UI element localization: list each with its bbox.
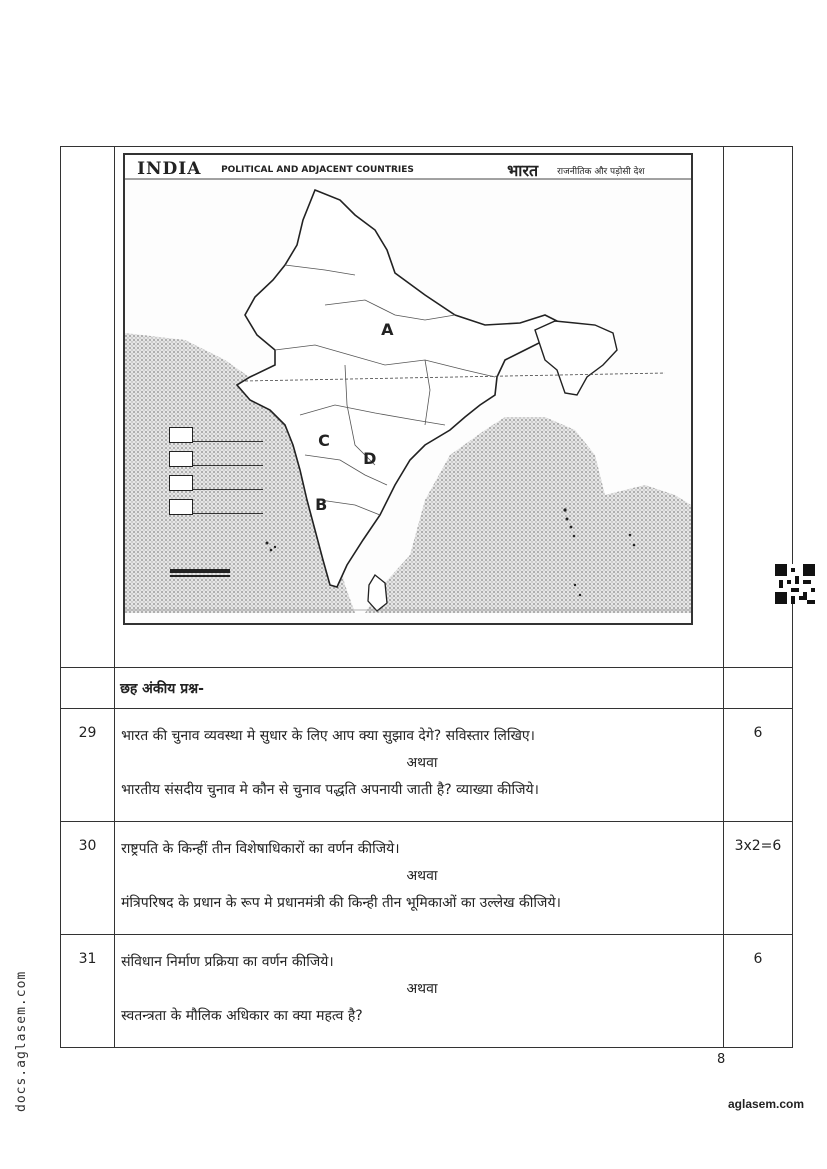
section-header-row xyxy=(61,668,793,709)
qr-code-icon[interactable] xyxy=(775,564,815,604)
answer-line-2 xyxy=(193,465,263,466)
answer-box-1 xyxy=(169,427,193,443)
map-cell xyxy=(115,147,724,668)
section-marks-cell xyxy=(723,668,792,709)
question-alternative: भारतीय संसदीय चुनाव मे कौन से चुनाव पद्धति अपनायी जाती है? व्याख्या कीजिये। xyxy=(121,782,539,798)
map-subtitle-en: POLITICAL AND ADJACENT COUNTRIES xyxy=(221,165,414,175)
exam-table xyxy=(60,146,793,1048)
answer-box-4 xyxy=(169,499,193,515)
india-map xyxy=(123,153,693,625)
question-marks: 6 xyxy=(723,935,792,1048)
question-text-cell xyxy=(115,709,724,822)
section-title-cell xyxy=(115,668,724,709)
map-row xyxy=(61,147,793,668)
answer-line-4 xyxy=(193,513,263,514)
india-map-drawing xyxy=(125,155,691,623)
side-watermark-url: docs.aglasem.com xyxy=(14,970,29,1112)
map-title-en: INDIA xyxy=(137,159,202,179)
map-label-a: A xyxy=(381,320,394,339)
question-text: संविधान निर्माण प्रक्रिया का वर्णन कीजिये। xyxy=(121,954,334,970)
question-number: 30 xyxy=(61,822,115,935)
page-number: 8 xyxy=(717,1052,726,1067)
map-title-hi: भारत xyxy=(507,161,539,180)
map-label-c: C xyxy=(318,431,330,450)
question-text: भारत की चुनाव व्यवस्था मे सुधार के लिए आप क्या सुझाव देगे? सविस्तार लिखिए। xyxy=(121,728,535,744)
section-title: छह अंकीय प्रश्न- xyxy=(120,681,204,697)
question-text-cell xyxy=(115,822,724,935)
map-subtitle-hi: राजनीतिक और पड़ोसी देश xyxy=(557,167,645,177)
map-num-cell xyxy=(61,147,115,668)
question-marks: 3x2=6 xyxy=(723,822,792,935)
question-marks: 6 xyxy=(723,709,792,822)
question-number: 29 xyxy=(61,709,115,822)
question-row xyxy=(61,935,793,1048)
answer-box-2 xyxy=(169,451,193,467)
question-row xyxy=(61,709,793,822)
answer-box-3 xyxy=(169,475,193,491)
answer-line-3 xyxy=(193,489,263,490)
question-alternative: मंत्रिपरिषद के प्रधान के रूप मे प्रधानमंत्री की किन्ही तीन भूमिकाओं का उल्लेख कीजिये। xyxy=(121,895,561,911)
question-number: 31 xyxy=(61,935,115,1048)
question-or: अथवा xyxy=(406,981,438,997)
question-text-cell xyxy=(115,935,724,1048)
brand-link[interactable]: aglasem.com xyxy=(728,1097,805,1111)
question-or: अथवा xyxy=(406,868,438,884)
section-num-cell xyxy=(61,668,115,709)
question-or: अथवा xyxy=(406,755,438,771)
map-label-b: B xyxy=(315,495,328,514)
question-text: राष्ट्रपति के किन्हीं तीन विशेषाधिकारों का वर्णन कीजिये। xyxy=(121,841,400,857)
question-alternative: स्वतन्त्रता के मौलिक अधिकार का क्या महत्व है? xyxy=(121,1008,363,1024)
question-row xyxy=(61,822,793,935)
answer-line-1 xyxy=(193,441,263,442)
map-label-d: D xyxy=(363,449,377,468)
